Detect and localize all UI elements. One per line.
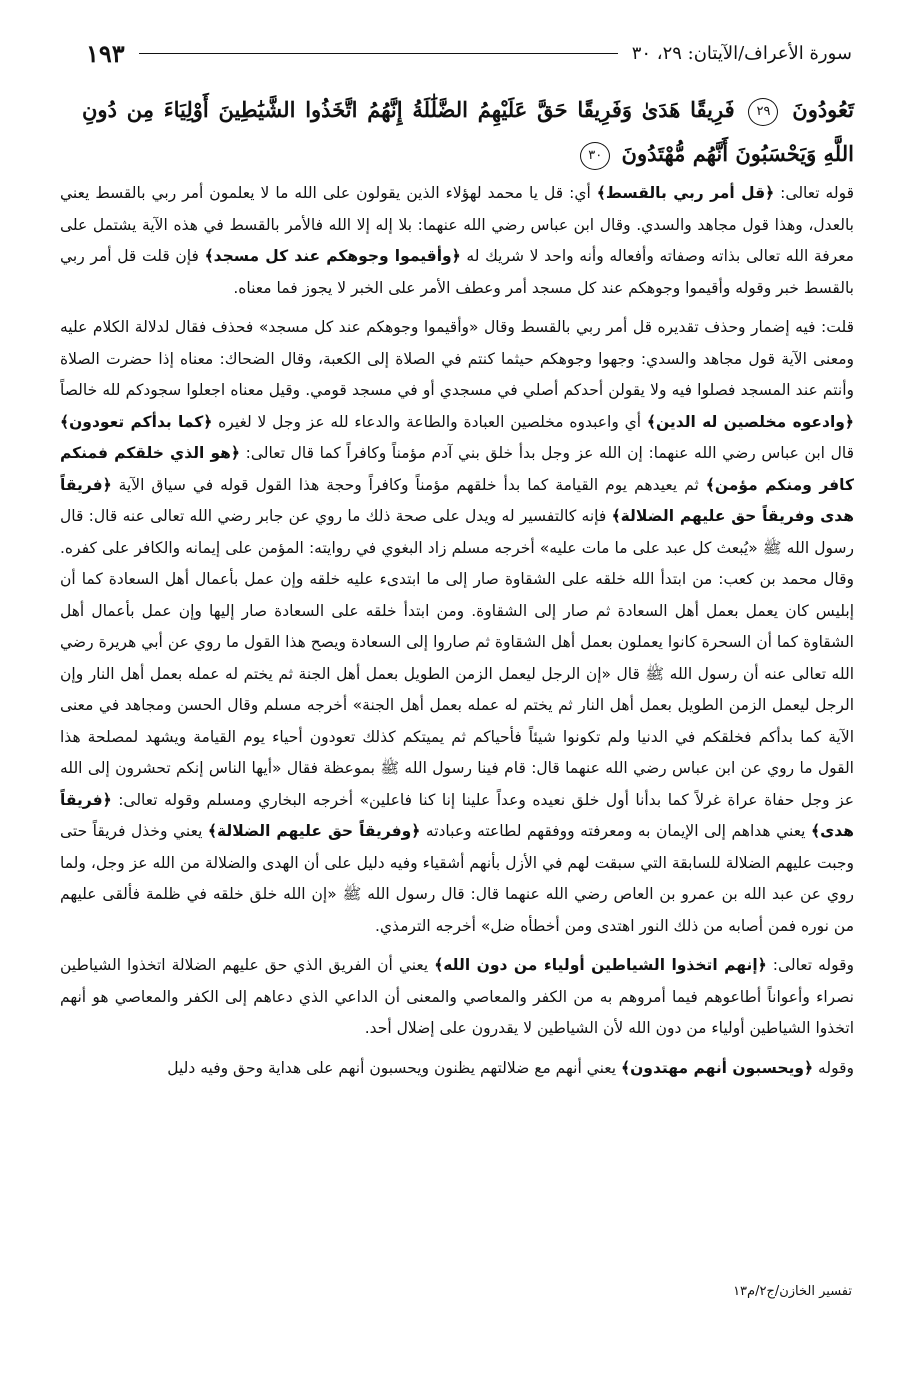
quran-verse-block [82, 88, 854, 176]
paragraph-text: فإن قلت قل أمر ربي بالقسط خبر وقوله وأقيموا وجوهكم عند كل مسجد أمر وعطف الأمر على الخبر لا يجوز فما معناه. [60, 247, 854, 297]
header-rule [139, 53, 618, 54]
quoted-verse: ﴿وادعوه مخلصين له الدين﴾ [646, 412, 854, 431]
paragraph-text: أي واعبدوه مخلصين العبادة والطاعة والدعاء لله عز وجل لا لغيره [212, 412, 647, 431]
quoted-verse: ﴿وفريقاً حق عليهم الضلالة﴾ [207, 822, 421, 840]
paragraph-text: يعني أن الفريق الذي حق عليهم الضلالة اتخذوا الشياطين نصراء وأعواناً أطاعوهم فيما أمروهم به من الكفر والمعاصي والمعنى أن الداعي الذي دعاهم إلى الكفر والمعاصي هو أنهم اتخذوا الشياطين أولياء من دون الله لأن الشياطين لا يقدرون على إضلال أحد. [60, 956, 854, 1037]
tafsir-paragraph [60, 1053, 854, 1085]
footer-reference: تفسير الخازن/ج٢/م١٣ [733, 1284, 852, 1299]
paragraph-text: يعني وخذل فريقاً حتى وجبت عليهم الضلالة للسابقة التي سبقت لهم في الأزل بأنهم أشقياء وفيه دليل على أن الهدى والضلالة من الله عز وجل، ولما روي عن عبد الله بن عمرو بن العاص رضي الله عنهما قال: قال رسول الله ﷺ «إن الله خلق خلقه في ظلمة فألقى عليهم من نوره فمن أصابه من ذلك النور اهتدى ومن أخطأه ضل» أخرجه الترمذي. [60, 822, 854, 935]
paragraph-text: قوله تعالى: [774, 184, 854, 202]
paragraph-text: أي: قل يا محمد لهؤلاء الذين يقولون على الله ما لا يعلمون أمر ربي بالقسط يعني بالعدل، وهذا قول مجاهد والسدي. وقال ابن عباس رضي الله عنهما: بلا إله إلا الله فالأمر بالقسط في هذه الآية يشتمل على معرفة الله تعالى بذاته وصفاته وأفعاله وأنه واحد لا شريك له [60, 184, 854, 265]
quoted-verse: ﴿كما بدأكم تعودون﴾ [60, 412, 213, 431]
page-number: ١٩٣ [86, 38, 125, 68]
quoted-verse: ﴿قل أمر ربي بالقسط﴾ [596, 184, 775, 202]
quoted-verse: ﴿إنهم اتخذوا الشياطين أولياء من دون الله﴾ [434, 956, 767, 974]
tafsir-paragraph [60, 178, 854, 304]
paragraph-text: ثم يعيدهم يوم القيامة كما بدأ خلقهم مؤمناً وكافراً وحجة هذا القول قوله في سياق الآية [111, 475, 706, 494]
quran-text-segment: تَعُودُونَ [792, 97, 855, 122]
quoted-verse: ﴿وأقيموا وجوهكم عند كل مسجد﴾ [204, 247, 461, 265]
ayah-number-marker: ٣٠ [580, 142, 610, 170]
tafsir-paragraph [60, 312, 854, 942]
quoted-verse: ﴿هو الذي خلقكم فمنكم كافر ومنكم مؤمن﴾ [60, 444, 854, 494]
paragraph-text: يعني أنهم مع ضلالتهم يظنون ويحسبون أنهم على هداية وحق وفيه دليل [167, 1058, 621, 1077]
paragraph-text: وقوله [813, 1058, 854, 1077]
paragraph-text: قلت: فيه إضمار وحذف تقديره قل أمر ربي بالقسط وقال «وأقيموا وجوهكم عند كل مسجد» فحذف فقال لدلالة الكلام عليه ومعنى الآية قول مجاهد والسدي: وجهوا وجوهكم حيثما كنتم في الصلاة إلى الكعبة، وقال الضحاك: معناه إذا حضرت الصلاة وأنتم عند المسجد فصلوا فيه ولا يقولن أحدكم أصلي في مسجدي أو في مسجد قومي. وقيل معناه اجعلوا سجودكم لله خالصاً [60, 318, 854, 399]
paragraph-text: يعني هداهم إلى الإيمان به ومعرفته ووفقهم لطاعته وعبادته [420, 822, 811, 840]
tafsir-body [60, 178, 854, 1274]
quran-text-segment: فَرِيقًا هَدَىٰ وَفَرِيقًا حَقَّ عَلَيْهِمُ الضَّلَٰلَةُ إِنَّهُمُ اتَّخَذُوا الشَّيَٰطِينَ أَوْلِيَاءَ مِن دُونِ اللَّهِ وَيَحْسَبُونَ أَنَّهُم مُّهْتَدُونَ [82, 97, 854, 166]
page-header [86, 36, 852, 70]
quoted-verse: ﴿فريقاً هدى وفريقاً حق عليهم الضلالة﴾ [60, 475, 854, 525]
ayah-number-marker: ٢٩ [748, 98, 778, 126]
tafsir-paragraph [60, 950, 854, 1045]
paragraph-text: فإنه كالتفسير له ويدل على صحة ذلك ما روي عن جابر رضي الله تعالى عنه قال: قال رسول الله ﷺ «يُبعث كل عبد على ما مات عليه» أخرجه مسلم زاد البغوي في روايته: المؤمن على إيمانه والكافر على كفره. وقال محمد بن كعب: من ابتدأ الله خلقه على الشقاوة صار إلى ما ابتدىء عليه خلقه وإن عمل بأعمال أهل السعادة كما أن إبليس كان يعمل بعمل أهل السعادة ثم صار إلى الشقاوة. ومن ابتدأ خلقه على السعادة صار إليها وإن عمل بأعمال أهل الشقاوة كما أن السحرة كانوا يعملون بعمل أهل الشقاوة ثم صاروا إلى السعادة ويصح هذا القول ما روي عن أبي هريرة رضي الله تعالى عنه أن رسول الله ﷺ قال «إن الرجل ليعمل الزمن الطويل بعمل أهل الجنة ثم يختم له عمله بعمل أهل النار وإن الرجل ليعمل الزمن الطويل بعمل أهل النار ثم يختم له عمله بعمل أهل الجنة» أخرجه مسلم وقال الحسن ومجاهد في معنى الآية كما بدأكم فخلقكم في الدنيا ولم تكونوا شيئاً فأحياكم ثم يميتكم كذلك تعودون أحياء يوم القيامة ويشهد لمصلحة هذا القول ما روي عن ابن عباس رضي الله عنهما قال: قام فينا رسول الله ﷺ بموعظة فقال «أيها الناس إنكم تحشرون إلى الله عز وجل حفاة عراة غرلاً كما بدأنا أول خلق نعيده وعداً علينا إنا كنا فاعلين» أخرجه البخاري ومسلم وقوله تعالى: [60, 507, 854, 809]
paragraph-text: وقوله تعالى: [766, 956, 854, 974]
paragraph-text: قال ابن عباس رضي الله عنهما: إن الله عز وجل بدأ خلق بني آدم مؤمناً وكافراً كما قال تعالى: [240, 444, 854, 462]
surah-title: سورة الأعراف/الآيتان: ٢٩، ٣٠ [631, 42, 852, 64]
quoted-verse: ﴿فريقاً هدى﴾ [60, 790, 854, 840]
quoted-verse: ﴿ويحسبون أنهم مهتدون﴾ [621, 1058, 814, 1077]
